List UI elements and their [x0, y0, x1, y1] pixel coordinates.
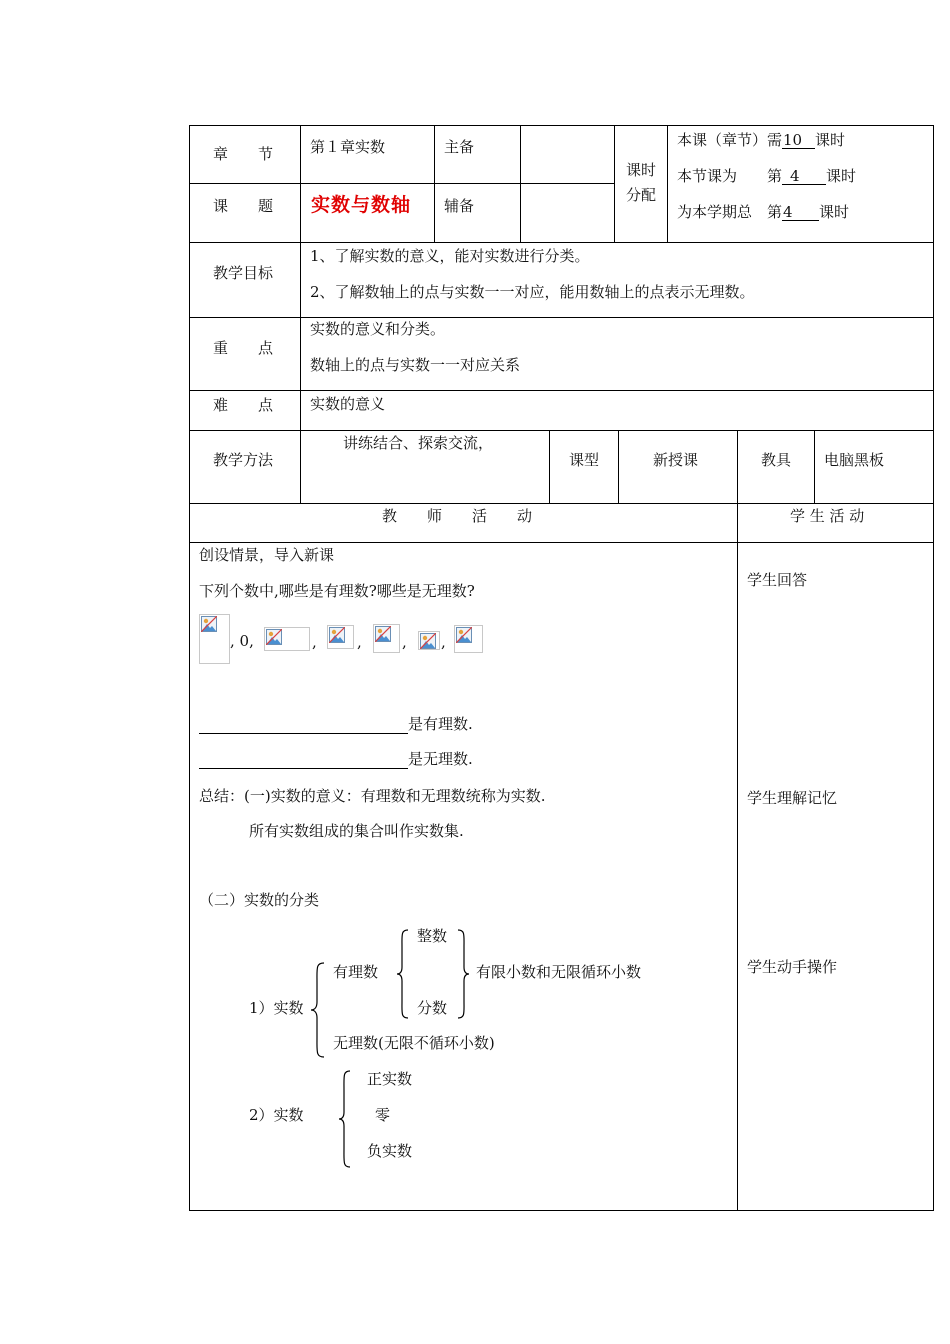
teaching-tools-value: 电脑黑板 — [824, 451, 885, 469]
grid-line — [189, 542, 934, 543]
broken-image-icon — [327, 625, 354, 649]
rational-blank-tail: 是有理数. — [408, 715, 473, 733]
topic-title: 实数与数轴 — [311, 194, 412, 216]
period-total-line — [677, 133, 845, 149]
broken-image-icon — [373, 624, 400, 653]
goal-item: 2、了解数轴上的点与实数一一对应，能用数轴上的点表示无理数。 — [310, 283, 755, 301]
grid-line — [549, 430, 550, 503]
summary-set: 所有实数组成的集合叫作实数集. — [249, 822, 464, 840]
period-total-value: 10 — [782, 133, 815, 149]
broken-image-icon — [418, 631, 440, 650]
negative-real-label: 负实数 — [367, 1142, 413, 1160]
irrational-blank[interactable] — [199, 768, 408, 769]
student-answer: 学生回答 — [747, 571, 808, 589]
left-brace-real — [310, 962, 326, 1058]
number-separator: , — [402, 633, 407, 651]
number-separator: , — [441, 633, 446, 651]
grid-line — [189, 125, 190, 1211]
broken-image-icon — [264, 627, 310, 651]
period-current-suffix: 课时 — [826, 167, 857, 185]
grid-line — [189, 503, 934, 504]
goal-item: 1、了解实数的意义，能对实数进行分类。 — [310, 247, 590, 265]
left-brace-sign — [338, 1070, 352, 1168]
method-value: 讲练结合、探索交流， — [343, 434, 494, 452]
teaching-tools-label: 教具 — [761, 451, 792, 469]
grid-line — [618, 430, 619, 503]
key-points-label: 重 点 — [213, 339, 274, 357]
period-total-prefix: 本课（章节）需 — [677, 131, 783, 149]
period-label-line2: 分配 — [626, 186, 657, 204]
student-activity-header: 学 生 活 动 — [790, 507, 865, 525]
irrational-blank-tail: 是无理数. — [408, 750, 473, 768]
lesson-type-value: 新授课 — [653, 451, 699, 469]
period-semester-line — [677, 205, 849, 221]
period-semester-prefix: 为本学期总 第 — [677, 203, 783, 221]
period-semester-value: 4 — [782, 205, 819, 221]
goals-label: 教学目标 — [213, 264, 274, 282]
grid-line — [933, 125, 934, 1211]
classification-1-label: 1）实数 — [249, 999, 304, 1017]
lead-teacher-label: 主备 — [444, 138, 475, 156]
number-separator: , — [357, 633, 362, 651]
grid-line — [189, 183, 614, 184]
grid-line — [614, 125, 615, 242]
period-current-line — [677, 169, 856, 185]
period-semester-suffix: 课时 — [819, 203, 850, 221]
broken-image-icon — [454, 625, 483, 653]
grid-line — [814, 430, 815, 503]
finite-decimal-label: 有限小数和无限循环小数 — [476, 963, 642, 981]
period-current-prefix: 本节课为 第 — [677, 167, 783, 185]
irrational-label: 无理数(无限不循环小数) — [333, 1034, 495, 1052]
topic-label: 课 题 — [213, 197, 274, 215]
broken-image-icon — [199, 614, 230, 664]
grid-line — [189, 1210, 934, 1211]
question-text: 下列个数中,哪些是有理数?哪些是无理数? — [199, 582, 475, 600]
right-brace-rational — [456, 929, 470, 1019]
rational-blank[interactable] — [199, 733, 408, 734]
difficulty-label: 难 点 — [213, 396, 274, 414]
method-label: 教学方法 — [213, 451, 274, 469]
grid-line — [300, 125, 301, 503]
integer-label: 整数 — [417, 927, 448, 945]
number-separator: , 0, — [230, 632, 254, 650]
classification-title: （二）实数的分类 — [199, 891, 320, 909]
student-understand: 学生理解记忆 — [747, 789, 838, 807]
grid-line — [434, 125, 435, 242]
assist-teacher-label: 辅备 — [444, 197, 475, 215]
lesson-type-label: 课型 — [569, 451, 600, 469]
period-total-suffix: 课时 — [815, 131, 846, 149]
difficulty-value: 实数的意义 — [310, 395, 386, 413]
grid-line — [520, 125, 521, 242]
key-point-item: 数轴上的点与实数一一对应关系 — [310, 356, 521, 374]
key-point-item: 实数的意义和分类。 — [310, 320, 446, 338]
period-current-value: 4 — [782, 169, 826, 185]
zero-label: 零 — [375, 1106, 391, 1124]
grid-line — [737, 430, 738, 1211]
intro-text: 创设情景，导入新课 — [199, 546, 335, 564]
classification-2-label: 2）实数 — [249, 1106, 304, 1124]
number-separator: , — [312, 633, 317, 651]
summary-definition: 总结：(一)实数的意义：有理数和无理数统称为实数. — [199, 787, 546, 805]
teacher-activity-header: 教 师 活 动 — [382, 507, 533, 525]
grid-line — [667, 125, 668, 242]
positive-real-label: 正实数 — [367, 1070, 413, 1088]
period-label-line1: 课时 — [626, 161, 657, 179]
student-operate: 学生动手操作 — [747, 958, 838, 976]
chapter-label: 章 节 — [213, 145, 274, 163]
chapter-value: 第１章实数 — [310, 138, 386, 156]
fraction-label: 分数 — [417, 999, 448, 1017]
left-brace-rational — [396, 929, 410, 1019]
rational-label: 有理数 — [333, 963, 379, 981]
